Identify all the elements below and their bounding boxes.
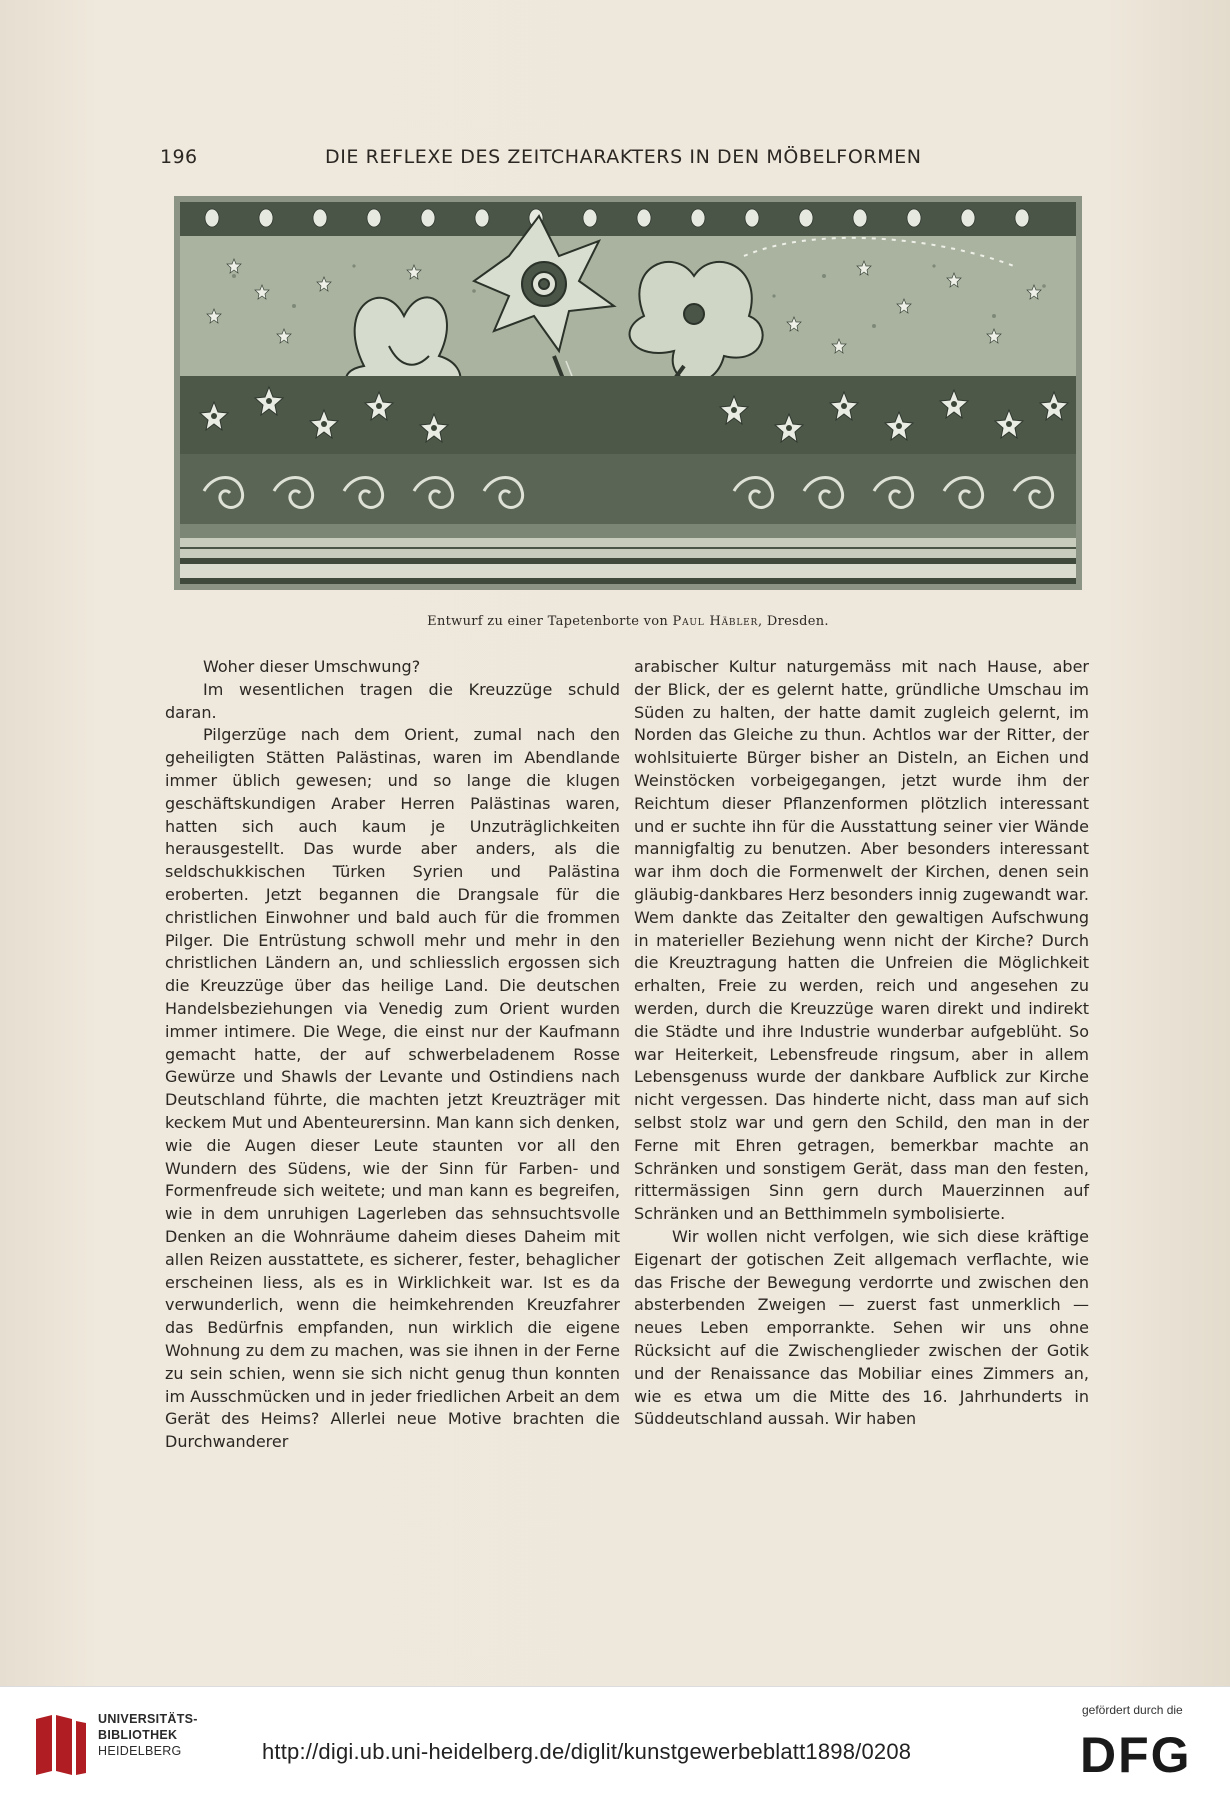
permalink-url[interactable]: http://digi.ub.uni-heidelberg.de/diglit/kunstgewerbeblatt1898/0208 [262,1739,912,1764]
wallpaper-border-illustration [174,196,1082,590]
caption-artist: Paul Häbler [672,614,759,629]
university-library-logo-icon [32,1711,90,1777]
paragraph: Woher dieser Umschwung? [203,657,421,676]
ornamental-plate [174,196,1082,590]
caption-suffix: , Dresden. [758,614,829,629]
running-head: DIE REFLEXE DES ZEITCHARAKTERS IN DEN MÖBELFORMEN [325,146,922,168]
text-column-right [634,656,1089,1431]
paragraph: Wir wollen nicht verfolgen, wie sich diese kräftige Eigenart der gotischen Zeit allgemach verflachte, wie das Frische der Bewegung verdorrte und zwischen den absterbenden Zweigen — zuerst fast unmerklich — neues Leben emporrankte. Sehen wir uns ohne Rücksicht auf die Zwischenglieder zwischen der Gotik und der Renaissance das Mobiliar eines Zimmers an, wie es etwa um die Mitte des 16. Jahrhunderts in Süddeutschland aussah. Wir haben [634,1226,1089,1429]
text-column-left [165,656,620,1454]
library-name-line: BIBLIOTHEK [98,1728,178,1742]
library-name-line: UNIVERSITÄTS- [98,1712,198,1726]
digitization-footer [0,1686,1230,1799]
figure-caption [174,614,1082,629]
funding-note: gefördert durch die [1082,1703,1183,1717]
library-name [98,1711,198,1759]
paragraph: Im wesentlichen tragen die Kreuzzüge schuld daran. [165,679,620,722]
caption-text: Entwurf zu einer Tapetenborte von [427,614,669,629]
library-city: HEIDELBERG [98,1744,182,1758]
paragraph: arabischer Kultur naturgemäss mit nach Hause, aber der Blick, der es gelernt hatte, gründliche Umschau im Süden zu halten, der hatte damit zugleich gelernt, im Norden das Gleiche zu thun. Achtlos war der Ritter, der wohlsituierte Bürger bisher an Disteln, an Eichen und Weinstöcken vorbeigegangen, jetzt wurde ihm der Reichtum dieser Pflanzenformen plötzlich interessant und er suchte ihn für die Ausstattung seiner vier Wände mannigfaltig zu benutzen. Aber besonders interessant war ihm doch die Formenwelt der Kirchen, denen sein gläubig-dankbares Herz besonders innig zugewandt war. Wem dankte das Zeitalter den gewaltigen Aufschwung in materieller Beziehung wenn nicht der Kirche? Durch die Kreuztragung hatten die Unfreien die Möglichkeit erhalten, Freie zu werden, reich und angesehen zu werden, durch die Kreuzzüge waren direkt und indirekt die Städte und ihre Industrie wunderbar aufgeblüht. So war Heiterkeit, Lebensfreude ringsum, aber in allem Lebensgenuss wurde der dankbare Aufblick zur Kirche nicht vergessen. Das hinderte nicht, dass man auf sich selbst stolz war und gern den Schild, den man in der Ferne mit Ehren getragen, bemerkbar machte an Schränken und sonstigem Gerät, dass man den festen, rittermässigen Sinn gern durch Mauerzinnen auf Schränken und an Betthimmeln symbolisierte. [634,657,1089,1224]
paragraph: Pilgerzüge nach dem Orient, zumal nach den geheiligten Stätten Palästinas, waren im Abendlande immer üblich gewesen; und so lange die klugen geschäftskundigen Araber Herren Palästinas waren, hatten sich auch kaum je Unzuträglichkeiten herausgestellt. Das wurde aber anders, als die seldschukkischen Türken Syrien und Palästina eroberten. Jetzt begannen die Drangsale für die christlichen Einwohner und bald auch für die frommen Pilger. Die Entrüstung schwoll mehr und mehr in den christlichen Ländern an, und schliesslich ergossen sich die Kreuzzüge über das heilige Land. Die deutschen Handelsbeziehungen via Venedig zum Orient wurden immer intimere. Die Wege, die einst nur der Kaufmann gemacht hatte, der auf schwerbeladenem Rosse Gewürze und Shawls der Levante und Ostindiens nach Deutschland führte, die machten jetzt Kreuzträger mit keckem Mut und Abenteurersinn. Man kann sich denken, wie die Augen dieser Leute staunten vor all den Wundern des Südens, wie der Sinn für Farben- und Formenfreude sich weitete; und man kann es begreifen, wie in dem unruhigen Lagerleben das sehnsuchtsvolle Denken an die Wohnräume daheim dieses Daheim mit allen Reizen ausstattete, es sicherer, fester, behaglicher erscheinen liess, als es in Wirklichkeit war. Ist es da verwunderlich, wenn die heimkehrenden Kreuzfahrer das Bedürfnis empfanden, nun wirklich die eigene Wohnung zu dem zu machen, was sie ihnen in der Ferne zu sein schien, wenn sie sich nicht genug thun konnten im Ausschmücken und in jeder friedlichen Arbeit an dem Gerät des Heims? Allerlei neue Motive brachten die Durchwanderer [165,725,620,1452]
page-header [160,146,940,176]
dfg-logo: DFG [1080,1727,1192,1783]
page-number: 196 [160,146,198,168]
